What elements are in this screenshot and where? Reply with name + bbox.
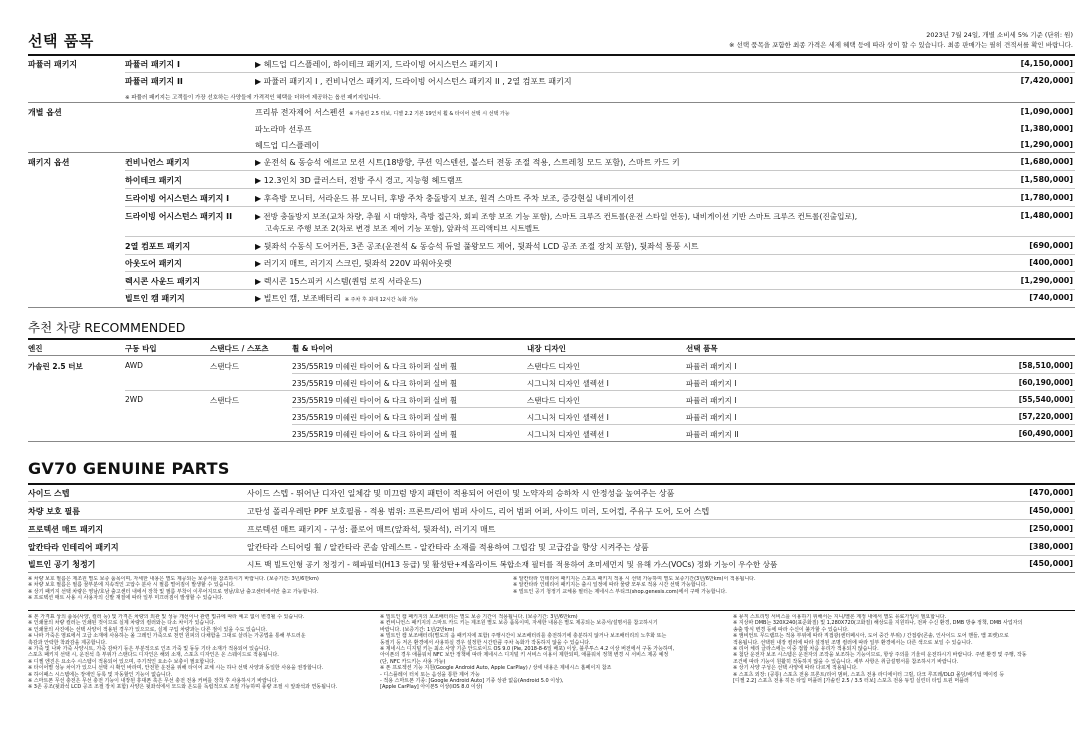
note-line: ※ 알칸타라 인테리어 패키지는 스포츠 패키지 적용 시 선택 가능하며 별도 보증기간(3년/6만km)이 적용됩니다. <box>513 576 756 582</box>
row-divider <box>28 355 1075 356</box>
footnote-line: 아이폰의 경우 애플워치 NFC 보안 정책에 따라 제네시스 디지털 키 서비스 이용이 제한되며, 애플워치 정책 변경 시 서비스 제공 예정 <box>380 652 669 659</box>
option-name-text: 프리뷰 전자제어 서스펜션 <box>255 108 346 117</box>
footnote-line: ※ 지상파 DMB는 320X240(표준화질) 및 1,280X720(고화질) 해상도를 지원하나, 전파 수신 환경, DMB 방송 정책, DMB 사업자의 <box>733 620 1023 627</box>
part-price: [450,000] <box>1029 506 1073 515</box>
option-name: 드라이빙 어시스턴스 패키지 II <box>125 212 233 221</box>
option-desc: ▶ 렉시콘 15스피커 시스템(퀀텀 로직 서라운드) <box>255 277 422 286</box>
footnote-line: ※ 빌트인 캠 보조배터리(별도의 옵 패키지에 포함) 주행시간이 보조배터리를 충전하기에 충분하지 않거나 보조배터리의 노후화 또는 <box>380 633 667 640</box>
price-cell: [55,540,000] <box>1018 395 1073 404</box>
option-name: 드라이빙 어시스턴스 패키지 I <box>125 194 230 203</box>
footnote-line: 스포츠 패키지 선택 시, 운전석 측 부위가 스탠다드 디자인은 해외 소재, 스포츠 디자인은 온 스웨이드로 적용됩니다. <box>28 652 279 659</box>
footnote-line: ※ 폰 프로젝션 기능 지원(Google Android Auto, Apple CarPlay) / 상세 내용은 제네시스 홈페이지 참조 <box>380 665 612 672</box>
option-name: 파퓰러 패키지 I <box>125 60 180 69</box>
part-name: 빌트인 공기 청정기 <box>28 560 96 569</box>
row-divider <box>28 102 1075 103</box>
interior-cell: 시그니처 디자인 셀렉션 I <box>527 430 609 439</box>
option-desc: ▶ 운전석 & 동승석 에르고 모션 시트(18방향, 쿠션 익스텐션, 볼스터 전동 조절 적용, 스트레칭 모드 포함), 스마트 카드 키 <box>255 158 680 167</box>
row-divider <box>125 289 1075 290</box>
part-desc: 고탄성 폴리우레탄 PPF 보호필름 - 적용 범위: 프론트/리어 범퍼 사이드, 리어 범퍼 어퍼, 사이드 미러, 도어컵, 주유구 도어, 도어 스텝 <box>247 507 710 516</box>
option-note: ※ 가솔린 2.5 터보, 디젤 2.2 기본 19인치 휠 & 타이어 선택 시 선택 가능 <box>349 111 510 117</box>
row-divider <box>125 236 1075 237</box>
section-rule <box>28 338 1075 340</box>
option-name: 2열 컴포트 패키지 <box>125 242 191 251</box>
option-name: 헤드업 디스플레이 <box>255 141 320 150</box>
option-cell: 파퓰러 패키지 I <box>686 413 737 422</box>
option-desc: ▶ 12.3인치 3D 클러스터, 전방 주시 경고, 지능형 헤드램프 <box>255 176 463 185</box>
section-rule <box>28 483 1075 485</box>
option-price: [1,680,000] <box>1020 157 1073 166</box>
interior-cell: 시그니처 디자인 셀렉션 I <box>527 413 609 422</box>
option-price: [690,000] <box>1029 241 1073 250</box>
category-package: 패키지 옵션 <box>28 158 70 167</box>
interior-cell: 스탠다드 디자인 <box>527 396 581 405</box>
drive-2wd: 2WD <box>125 395 143 404</box>
note-line: ※ 상기 패키지 선택 차량은 영남/호남 출고센터 내에서 장착 및 필름 부착이 이루어지므로 영남/호남 출고센터에서만 출고 가능합니다. <box>28 588 319 595</box>
option-cell: 파퓰러 패키지 I <box>686 396 737 405</box>
category-popular: 파퓰러 패키지 <box>28 60 78 69</box>
part-desc: 프로텍션 매트 패키지 - 구성: 플로어 매트(앞좌석, 뒷좌석), 러기지 매트 <box>247 525 496 534</box>
footnote-line: ※ 앰비언트 무드램프는 적용 부위에 따라 직접광(센터페시아, 도어 중간 부위) / 간접광(콘솔, 인사이드 도어 핸들, 맵 포켓)으로 <box>733 633 1009 640</box>
parts-notes-right <box>513 576 1073 595</box>
category-individual: 개별 옵션 <box>28 108 62 117</box>
drive-awd: AWD <box>125 361 143 370</box>
row-divider <box>125 72 1075 73</box>
part-price: [380,000] <box>1029 542 1073 551</box>
price-cell: [57,220,000] <box>1018 412 1073 421</box>
option-name: 하이테크 패키지 <box>125 176 182 185</box>
footnote-line: ※ 하이패스 시스템에는 장애인 등록 및 자동할인 기능이 없습니다. <box>28 671 173 678</box>
col-header-engine: 엔진 <box>28 344 43 353</box>
interior-cell: 시그니처 디자인 셀렉션 I <box>527 379 609 388</box>
row-divider <box>28 441 1075 442</box>
row-divider <box>28 537 1075 538</box>
header-date-note: 2023년 7월 24일, 개별 소비세 5% 기준 (단위: 원) <box>926 31 1073 39</box>
row-divider <box>292 373 1075 374</box>
footnotes-col2 <box>380 614 725 691</box>
option-price: [1,780,000] <box>1020 193 1073 202</box>
option-name: 아웃도어 패키지 <box>125 259 182 268</box>
option-price: [1,290,000] <box>1020 140 1073 149</box>
part-name: 사이드 스텝 <box>28 489 70 498</box>
row-divider <box>125 271 1075 272</box>
price-cell: [60,490,000] <box>1018 429 1073 438</box>
footnote-line: ※ 나파 가죽은 염료에서 고급 소재에 사용하는 올 그레인 가죽으로 천연 원피의 다채함을 그대로 살리는 가공법을 통해 부드러운 <box>28 633 306 640</box>
footnote-line: 동절기 등 저온 환경에서 사용하실 경우 설정한 시간만큼 주차 녹화가 작동하지 않을 수 있습니다. <box>380 639 591 646</box>
note-line: ※ 빌트인 공기 청정기 교체용 필터는 제네시스 부티크(shop.genesis.com)에서 구매 가능합니다. <box>513 588 727 595</box>
wheel-cell: 235/55R19 미쉐린 타이어 & 다크 하이퍼 실버 휠 <box>292 413 458 422</box>
option-name <box>255 107 510 118</box>
option-price: [740,000] <box>1029 293 1073 302</box>
note-line: ※ 프로텍션 매트 사용 시 사용자의 신발 재질에 따라 일부 미끄러짐이 발생할 수 있습니다. <box>28 595 224 602</box>
footnotes-col3 <box>733 614 1078 684</box>
footnote-line: [Apple CarPlay] 아이폰5 이상(iOS 8.0 이상) <box>380 684 483 691</box>
option-name: 파노라마 선루프 <box>255 125 312 134</box>
wheel-cell: 235/55R19 미쉐린 타이어 & 다크 하이퍼 실버 휠 <box>292 362 458 371</box>
part-name: 차량 보호 필름 <box>28 507 80 516</box>
footnote-line: ※ 본 가격표 상의 품목(사양, 컬러 등) 및 가격은 차량의 외관 및 성능 개선이나 관련 법규에 따라 예고 없이 변경될 수 있습니다. <box>28 614 305 620</box>
footnote-line: ※ 뮤직 스트리밍 서비스를 이용하기 위해서는 지니/멜론 계정 내에서 별도 유료가입이 필요합니다. <box>733 614 947 620</box>
note-line: ※ 차량 보호 필름은 제조원 별도 보증 품목이며, 자세한 내용은 별도 제공되는 보증서를 참조하시기 바랍니다. (보증기간: 3년/6만km) <box>28 576 319 582</box>
option-desc: ▶ 전방 충돌방지 보조(교차 차량, 추월 시 대향차, 측방 접근차, 회피 조향 보조 기능 포함), 스마트 크루즈 컨트롤(운전 스타일 연동), 내비게이션 기반 스마트 크루즈 컨트롤(진출입로), <box>255 212 858 221</box>
footnote-line: ※ 제네시스 디지털 키는 최소 사양 기준 안드로이드 OS 9.0 (Pie, 2018-8-6일 배포) 이상, 블루투스 4.2 이상 버전에서 구동 가능하며, <box>380 646 675 653</box>
footnote-line: ※ 컨비니언스 패키지의 스마트 카드 키는 제조원 별도 보증 품목이며, 자세한 내용은 별도 제공되는 보증서/설명서를 참고하시기 <box>380 620 658 627</box>
col-header-wheel: 휠 & 타이어 <box>292 344 333 353</box>
part-name: 알칸타라 인테리어 패키지 <box>28 543 119 552</box>
option-price: [1,580,000] <box>1020 175 1073 184</box>
row-divider <box>28 555 1075 556</box>
price-cell: [60,190,000] <box>1018 378 1073 387</box>
footnote-line: ※ 가죽 및 나파 가죽 사양시트, 가죽 감싸기 등은 부분적으로 인조 가죽 및 동등 기타 소재가 적용되어 있습니다. <box>28 646 271 653</box>
footnote-line: ※ 상기 사양 구성은 선택 사양에 따라 다르게 적용됩니다. <box>733 665 858 672</box>
part-desc: 알칸타라 스티어링 휠 / 알칸타라 콘솔 암레스트 - 알칸타라 소재를 적용하여 그립감 및 고급감을 향상 시켜주는 상품 <box>247 543 649 552</box>
trim-label: 스탠다드 <box>210 362 239 371</box>
row-divider <box>125 206 1075 207</box>
col-header-drive: 구동 타입 <box>125 344 157 353</box>
footnote-line: 바랍니다. (보증기간: 1년/2만km) <box>380 626 455 633</box>
footnote-line: ※ 타이어별 성능 차이가 있으니 선택 시 확인 바라며, 안전한 운전을 위해 타이어 교체 시는 하나 선택 사양과 동일한 사용을 권장합니다. <box>28 665 324 672</box>
option-name: 파퓰러 패키지 II <box>125 77 183 86</box>
row-divider <box>125 188 1075 189</box>
option-cell: 파퓰러 패키지 I <box>686 362 737 371</box>
part-desc: 시트 백 빌트인형 공기 청정기 - 헤파필터(H13 등급) 및 활성탄+제올라이트 복합소재 필터를 적용하여 초미세먼지 및 유해 가스(VOCs) 정화 기능이 우수한 상품 <box>247 560 778 569</box>
row-divider <box>28 152 1075 153</box>
option-desc: ▶ 후측방 모니터, 서라운드 뷰 모니터, 후방 주차 충돌방지 보조, 원격 스마트 주차 보조, 증강현실 내비게이션 <box>255 194 635 203</box>
engine-label: 가솔린 2.5 터보 <box>28 362 83 371</box>
row-divider <box>292 407 1075 408</box>
price-cell: [58,510,000] <box>1018 361 1073 370</box>
footnote-line: ※ 리어 체리 글라스에는 이중 접합 차음 유리가 적용되지 않습니다. <box>733 646 879 653</box>
option-desc: ▶ 러기지 매트, 러기지 스크린, 뒷좌석 220V 파워아웃렛 <box>255 259 452 268</box>
wheel-cell: 235/55R19 미쉐린 타이어 & 다크 하이퍼 실버 휠 <box>292 396 458 405</box>
col-header-interior: 내장 디자인 <box>527 344 566 353</box>
option-price: [1,480,000] <box>1020 211 1073 220</box>
footnote-line: (단, NFC 카드키는 사용 가능) <box>380 658 446 665</box>
parts-notes-left <box>28 576 498 602</box>
row-divider <box>125 170 1075 171</box>
row-divider <box>125 254 1075 255</box>
col-header-trim: 스탠다드 / 스포츠 <box>210 344 269 353</box>
option-desc-cont: 고속도로 주행 보조 2(차로 변경 보조 제어 기능 포함), 앞좌석 프리액티브 시트벨트 <box>265 224 540 233</box>
footnote-line: [디젤 2.2] 스포츠 전용 히든 타입 머플러 [가솔린 2.5 / 3.5 터보] 스포츠 전용 듀얼 실린더 타입 트윈 머플러 <box>733 678 969 685</box>
part-name: 프로텍션 매트 패키지 <box>28 525 104 534</box>
footnote-line: - 적용 스마트폰 기종: [Google Android Auto] 기종 상관 없음(Android 5.0 이상), <box>380 678 564 685</box>
part-desc: 사이드 스텝 - 뛰어난 디자인 일체감 및 미끄럼 방지 패턴이 적용되어 어린이 및 노약자의 승하차 시 안정성을 높여주는 상품 <box>247 489 675 498</box>
section-rule <box>28 610 1075 611</box>
footnote-line: 촉감과 안락한 착좌감을 제공합니다. <box>28 639 107 646</box>
note-line: ※ 차량 보호 필름은 필름 꿈부분에 지속적인 고압수 분사 시 필름 떨어짐이 발생할 수 있습니다. <box>28 582 235 589</box>
footnote-line: ※ 인쇄물의 차량 컬러는 인쇄된 것이므로 실제 차량의 컬러와는 다소 차이가 있습니다. <box>28 620 216 627</box>
option-name: 렉시콘 사운드 패키지 <box>125 277 201 286</box>
footnote-line: 조건에 따라 기능이 원활히 작동하지 않을 수 있습니다. 세부 사항은 취급설명서를 참조하시기 바랍니다. <box>733 658 959 665</box>
note-line: ※ 알칸타라 인테리어 패키지는 출시 일정에 따라 물량 모두로 적용 시간 선택 가능합니다. <box>513 582 707 589</box>
page-title: 선택 품목 <box>28 32 94 50</box>
parts-title: GV70 GENUINE PARTS <box>28 459 230 478</box>
row-divider <box>292 424 1075 425</box>
option-note: ※ 주차 후 최대 12시간 녹화 가능 <box>344 297 419 303</box>
footnotes-col1 <box>28 614 373 691</box>
part-price: [470,000] <box>1029 488 1073 497</box>
option-name: 빌트인 캠 패키지 <box>125 294 185 303</box>
wheel-cell: 235/55R19 미쉐린 타이어 & 다크 하이퍼 실버 휠 <box>292 430 458 439</box>
part-price: [450,000] <box>1029 559 1073 568</box>
row-divider <box>125 390 1075 391</box>
footnote-line: ※ 스마트폰 무선 충전은 무선 충전 기능이 내장된 휴대폰 혹은 무선 충전 전용 커버를 장착 후 사용하시기 바랍니다. <box>28 678 279 685</box>
footnote-line: 적용됩니다. 선택된 내장 컬러에 따라 설정된 조명 컬러에 따라 일부 환경에서는 다른 색으로 보일 수 있습니다. <box>733 639 973 646</box>
footnote-line: ※ 빌트인 캠 패키지의 보조배터리는 별도 보증 기간이 적용됩니다. (보증기간: 3년/6만km) <box>380 614 578 620</box>
footnote-line: ※ 3존 공조(뒷좌석 LCD 공조 조절 장치 포함) 사양은 뒷좌석에서 모드와 온도를 독립적으로 조절 가능하며 풍량 조절 시 앞좌석과 연동됩니다. <box>28 684 338 691</box>
option-price: [1,290,000] <box>1020 276 1073 285</box>
footnote-line: ※ 인쇄물의 사진에는 선택 사양이 적용된 경우가 있으므로, 실제 구입 차량과는 다른 점이 있을 수도 있습니다. <box>28 626 267 633</box>
option-name: 컨비니언스 패키지 <box>125 158 190 167</box>
option-price: [4,150,000] <box>1020 59 1073 68</box>
option-desc: ▶ 뒷좌석 수동식 도어커튼, 3존 공조(운전석 & 동승석 듀얼 풀왕모드 제어, 뒷좌석 LCD 공조 조절 장치 포함), 뒷좌석 통풍 시트 <box>255 242 699 251</box>
footnote-line: ※ 스포츠 외장: (공통) 스포츠 전용 프론트/리어 범퍼, 스포츠 전용 라디에이터 그릴, 다크 루프레/DLO 몰딩/배기팁 메이킹 등 <box>733 671 1005 678</box>
interior-cell: 스탠다드 디자인 <box>527 362 581 371</box>
option-desc <box>255 293 418 304</box>
row-divider <box>28 572 1075 573</box>
option-desc: ▶ 파퓰러 패키지 I , 컨비니언스 패키지, 드라이빙 어시스턴스 패키지 II , 2열 컴포트 패키지 <box>255 77 572 86</box>
option-price: [1,380,000] <box>1020 124 1073 133</box>
col-header-option: 선택 품목 <box>686 344 718 353</box>
option-cell: 파퓰러 패키지 I <box>686 379 737 388</box>
footnote-line: ※ 디젤 엔진은 요소수 시스템이 적용되어 있으며, 주기적인 요소수 보충이 필요합니다. <box>28 658 216 665</box>
trim-label: 스탠다드 <box>210 396 239 405</box>
footnote-line: ※ 첨단 운전자 보조 시스템은 운전자의 조작을 보조하는 기능이므로, 항상 주의를 기울여 운전하시기 바랍니다. 주변 환경 및 주행, 작동 <box>733 652 1027 659</box>
option-price: [7,420,000] <box>1020 76 1073 85</box>
popular-note: ※ 파퓰러 패키지는 고객들이 가장 선호하는 사양들에 가격적인 혜택을 더하여 제공하는 옵션 패키지입니다. <box>125 95 381 101</box>
part-price: [250,000] <box>1029 524 1073 533</box>
header-price-note: ※ 선택 품목을 포함한 최종 가격은 세제 혜택 등에 따라 상이 할 수 있습니다. 최종 판매가는 필히 견적서를 확인 바랍니다. <box>729 41 1073 49</box>
option-cell: 파퓰러 패키지 II <box>686 430 739 439</box>
footnote-line: - 디스플레이 터치 또는 음성을 통한 제어 가능 <box>380 671 480 678</box>
row-divider <box>28 519 1075 520</box>
footnote-line: 송출 방식 변경 등에 따라 수신이 불가할 수 있습니다. <box>733 626 849 633</box>
wheel-cell: 235/55R19 미쉐린 타이어 & 다크 하이퍼 실버 휠 <box>292 379 458 388</box>
row-divider <box>28 307 1075 308</box>
recommended-title: 추천 차량 RECOMMENDED <box>28 320 186 335</box>
option-desc: ▶ 헤드업 디스플레이, 하이테크 패키지, 드라이빙 어시스턴스 패키지 I <box>255 60 498 69</box>
option-price: [1,090,000] <box>1020 107 1073 116</box>
section-rule <box>28 54 1075 56</box>
option-price: [400,000] <box>1029 258 1073 267</box>
row-divider <box>28 501 1075 502</box>
option-desc-text: ▶ 빌트인 캠, 보조배터리 <box>255 294 341 303</box>
